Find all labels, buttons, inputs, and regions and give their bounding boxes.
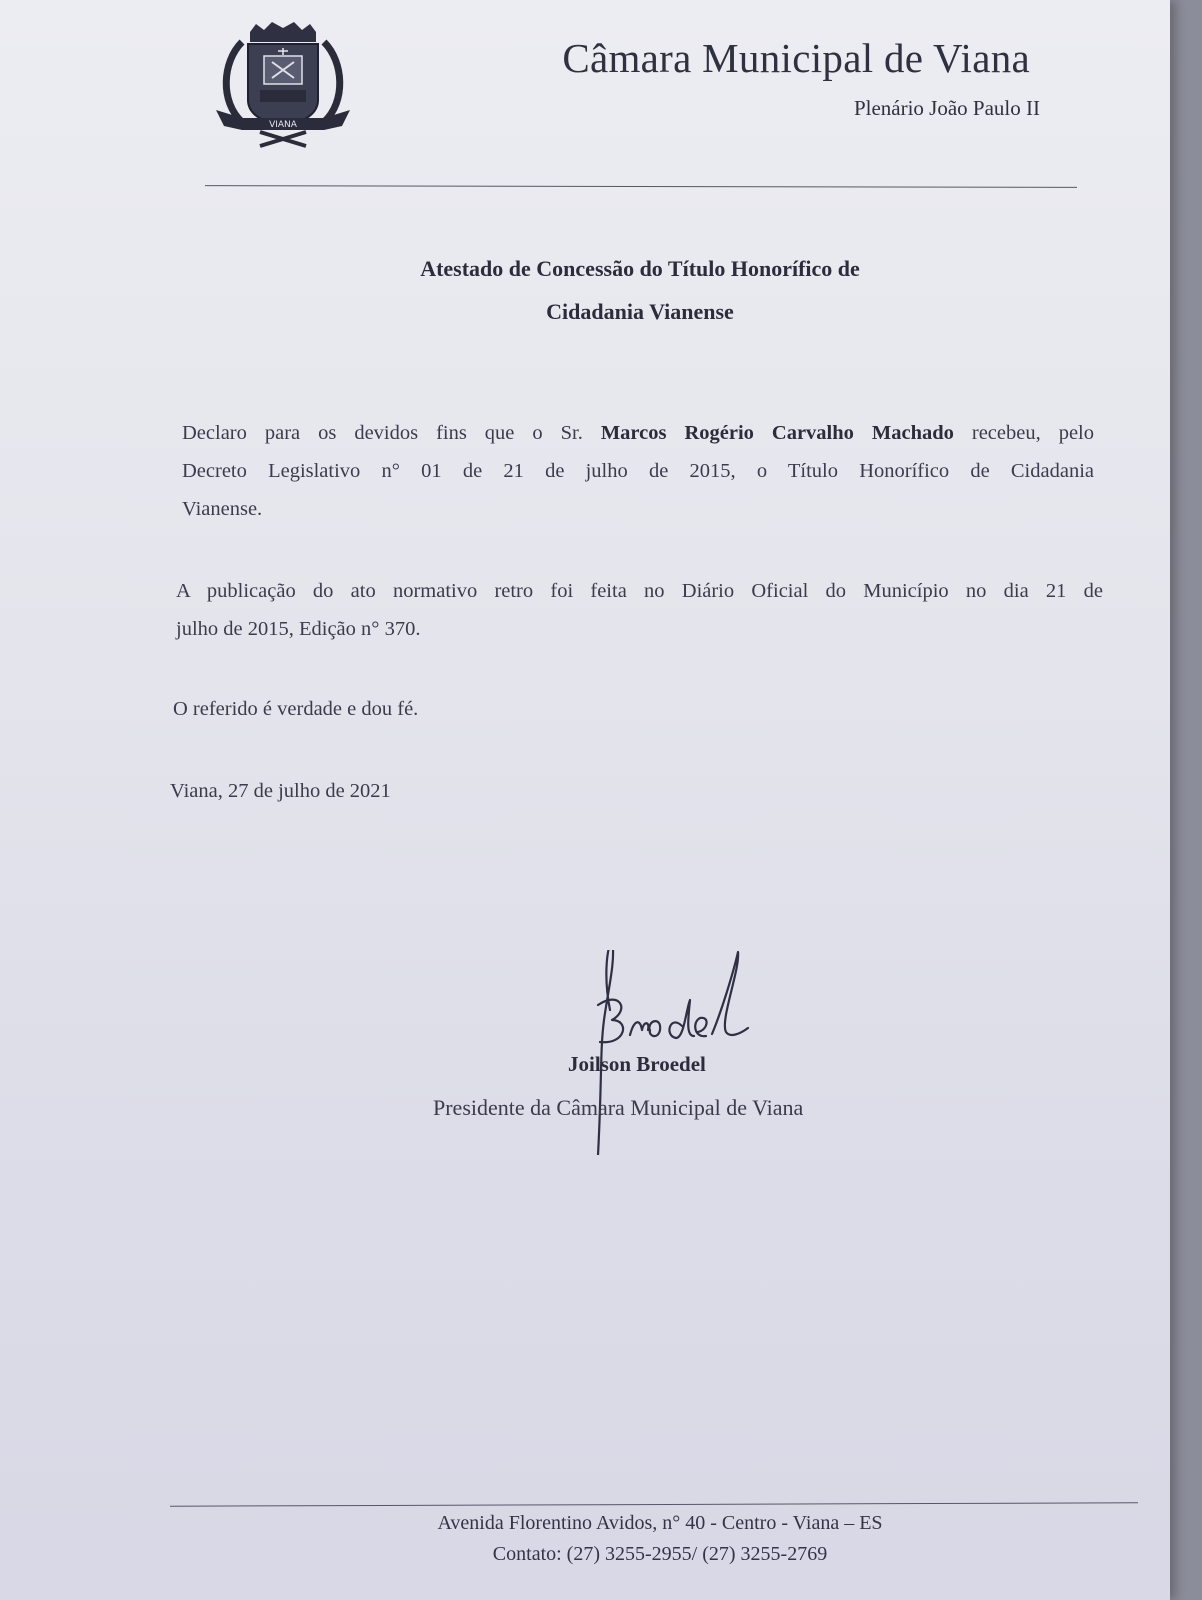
document-title-line-2: Cidadania Vianense <box>546 299 734 324</box>
paragraph-line: Decreto Legislativo n° 01 de 21 de julho de 2015, o Título Honorífico de Cidadania <box>182 460 1094 482</box>
paragraph-line: julho de 2015, Edição n° 370. <box>176 618 421 640</box>
footer-contact: Contato: (27) 3255-2955/ (27) 3255-2769 <box>492 1543 828 1565</box>
paragraph-line: A publicação do ato normativo retro foi feita no Diário Oficial do Município no dia 21 de <box>176 580 1103 602</box>
paragraph-line: Vianense. <box>182 498 263 520</box>
paragraph-text: recebeu, pelo <box>971 422 1094 444</box>
footer-divider <box>170 1502 1138 1506</box>
paragraph-declaration <box>182 414 1094 528</box>
signer-role: Presidente da Câmara Municipal de Viana <box>433 1095 804 1120</box>
paragraph-text: Declaro para os devidos fins que o Sr. <box>182 422 583 444</box>
svg-text:VIANA: VIANA <box>269 120 297 130</box>
footer-address: Avenida Florentino Avidos, n° 40 - Centro - Viana – ES <box>437 1512 883 1534</box>
paragraph-publication <box>176 572 1103 648</box>
header-divider <box>205 185 1077 188</box>
signer-name: Joilson Broedel <box>568 1052 706 1076</box>
honoree-name: Marcos Rogério Carvalho Machado <box>600 422 954 444</box>
paragraph-line <box>182 414 1094 452</box>
municipal-crest-logo <box>212 22 354 148</box>
org-subtitle: Plenário João Paulo II <box>853 96 1040 120</box>
place-date: Viana, 27 de julho de 2021 <box>170 780 391 802</box>
org-title: Câmara Municipal de Viana <box>562 35 1030 81</box>
paragraph-attestation: O referido é verdade e dou fé. <box>173 698 419 720</box>
document-title-line-1: Atestado de Concessão do Título Honorífico de <box>420 256 860 281</box>
